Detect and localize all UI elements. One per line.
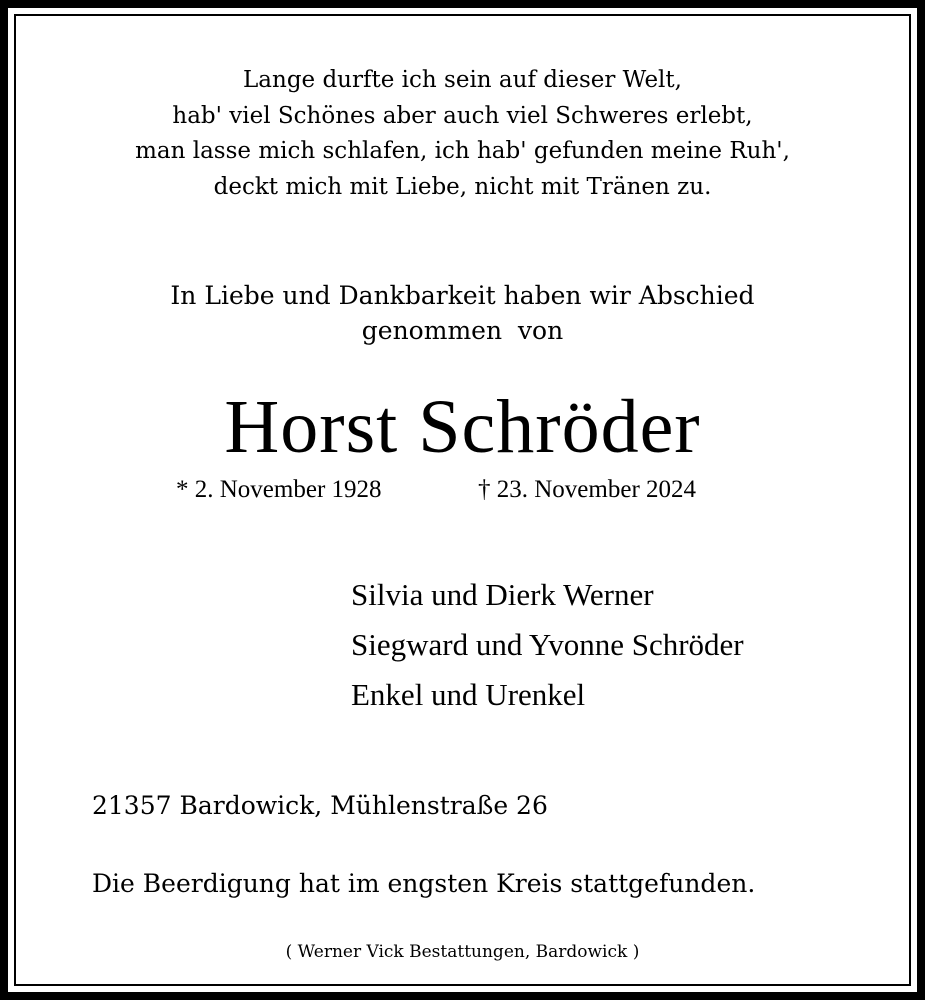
- mourner: Silvia und Dierk Werner: [351, 577, 654, 612]
- death-date: † 23. November 2024: [478, 476, 697, 503]
- funeral-note: Die Beerdigung hat im engsten Kreis stattgefunden.: [92, 869, 756, 898]
- mourner: Enkel und Urenkel: [351, 677, 586, 712]
- undertaker-credit: ( Werner Vick Bestattungen, Bardowick ): [285, 942, 640, 962]
- mourners-list: [351, 570, 744, 720]
- deceased-name: Horst Schröder: [224, 385, 701, 469]
- mourner: Siegward und Yvonne Schröder: [351, 627, 744, 662]
- poem-line: man lasse mich schlafen, ich hab' gefunden meine Ruh',: [135, 138, 790, 164]
- intro-text: [0, 278, 925, 348]
- poem: [0, 63, 925, 205]
- intro-line: genommen von: [361, 316, 564, 345]
- poem-line: hab' viel Schönes aber auch viel Schweres erlebt,: [172, 102, 753, 129]
- intro-line: In Liebe und Dankbarkeit haben wir Abschied: [170, 281, 755, 310]
- poem-line: deckt mich mit Liebe, nicht mit Tränen zu.: [213, 173, 712, 200]
- birth-date: * 2. November 1928: [176, 476, 382, 503]
- address: 21357 Bardowick, Mühlenstraße 26: [92, 791, 548, 820]
- poem-line: Lange durfte ich sein auf dieser Welt,: [243, 67, 682, 93]
